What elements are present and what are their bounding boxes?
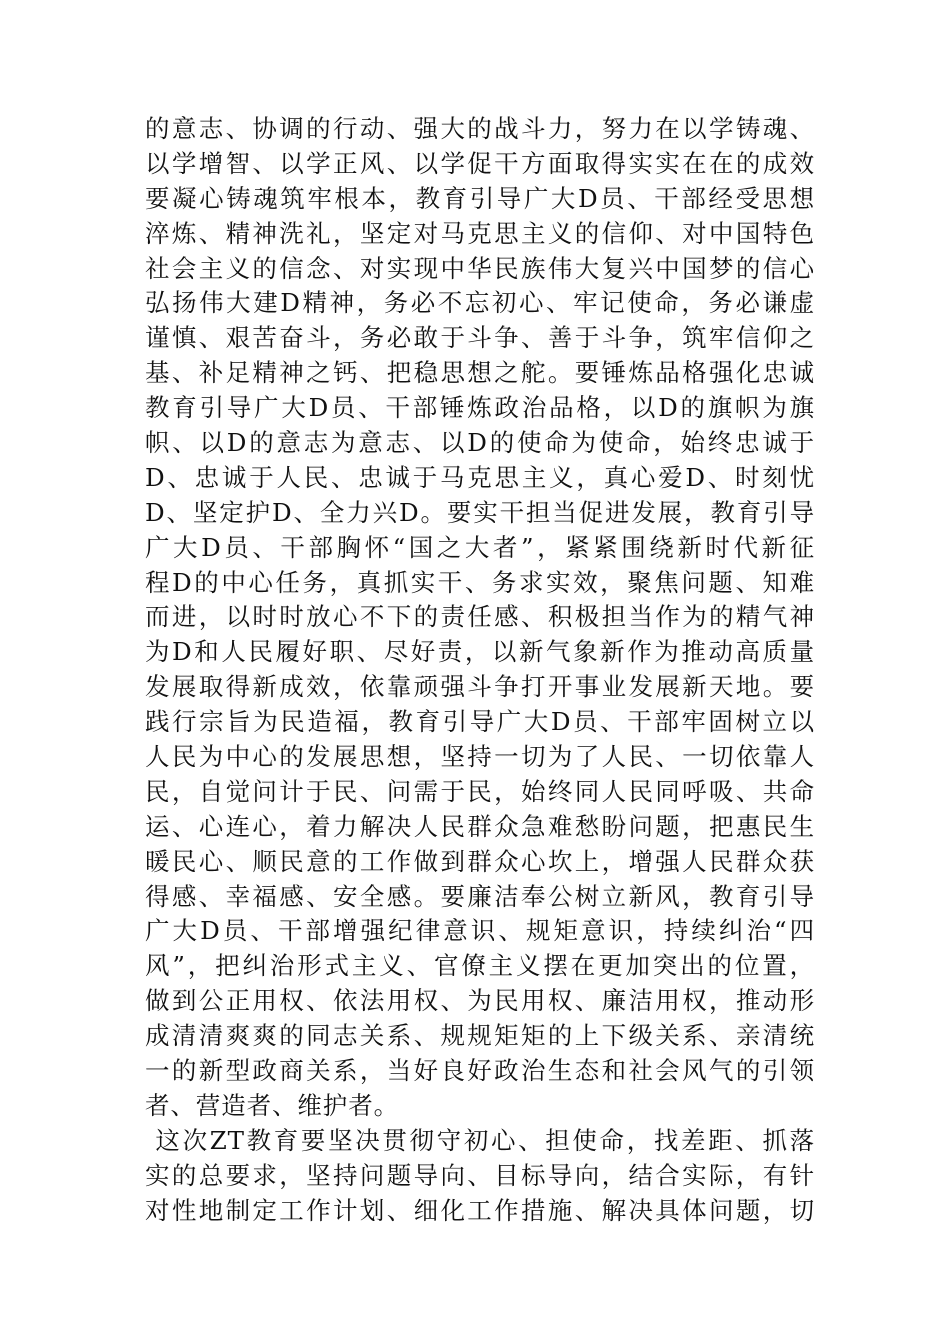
text-line: 做到公正用权、依法用权、为民用权、廉洁用权，推动形: [145, 986, 815, 1016]
text-line: 风”，把纠治形式主义、官僚主义摆在更加突出的位置，: [145, 951, 815, 981]
text-line: 对性地制定工作计划、细化工作措施、解决具体问题，切: [145, 1195, 815, 1225]
text-line: 弘扬伟大建D精神，务必不忘初心、牢记使命，务必谦虚: [145, 288, 815, 318]
text-line: 帜、以D的意志为意志、以D的使命为使命，始终忠诚于: [145, 428, 815, 458]
paragraph-start-line: 这次ZT教育要坚决贯彻守初心、担使命，找差距、抓落: [145, 1125, 815, 1155]
text-line: 以学增智、以学正风、以学促干方面取得实实在在的成效: [145, 148, 815, 178]
text-line: D、忠诚于人民、忠诚于马克思主义，真心爱D、时刻忧: [145, 462, 815, 492]
text-line: 的意志、协调的行动、强大的战斗力，努力在以学铸魂、: [145, 114, 815, 143]
text-line: 得感、幸福感、安全感。要廉洁奉公树立新风，教育引导: [145, 881, 815, 911]
text-line: 民，自觉问计于民、问需于民，始终同人民同呼吸、共命: [145, 776, 815, 806]
text-line: D、坚定护D、全力兴D。要实干担当促进发展，教育引导: [145, 497, 815, 527]
text-line: 发展取得新成效，依靠顽强斗争打开事业发展新天地。要: [145, 672, 815, 702]
text-line: 运、心连心，着力解决人民群众急难愁盼问题，把惠民生: [145, 811, 815, 841]
text-line: 广大D员、干部增强纪律意识、规矩意识，持续纠治“四: [145, 916, 815, 946]
text-line: 成清清爽爽的同志关系、规规矩矩的上下级关系、亲清统: [145, 1021, 815, 1051]
text-line: 人民为中心的发展思想，坚持一切为了人民、一切依靠人: [145, 742, 815, 772]
text-line: 谨慎、艰苦奋斗，务必敢于斗争、善于斗争，筑牢信仰之: [145, 323, 815, 353]
text-line: 暖民心、顺民意的工作做到群众心坎上，增强人民群众获: [145, 846, 815, 876]
text-line: 教育引导广大D员、干部锤炼政治品格，以D的旗帜为旗: [145, 393, 815, 423]
text-line: 社会主义的信念、对实现中华民族伟大复兴中国梦的信心: [145, 253, 815, 283]
paragraph-end-line: 者、营造者、维护者。: [145, 1090, 399, 1120]
text-line: 程D的中心任务，真抓实干、务求实效，聚焦问题、知难: [145, 567, 815, 597]
text-line: 基、补足精神之钙、把稳思想之舵。要锤炼品格强化忠诚: [145, 358, 815, 388]
text-line: 实的总要求，坚持问题导向、目标导向，结合实际，有针: [145, 1160, 815, 1190]
text-line: 要凝心铸魂筑牢根本，教育引导广大D员、干部经受思想: [145, 183, 815, 213]
text-line: 淬炼、精神洗礼，坚定对马克思主义的信仰、对中国特色: [145, 218, 815, 248]
body-text: [145, 112, 815, 1229]
text-line: 而进，以时时放心不下的责任感、积极担当作为的精气神: [145, 602, 815, 632]
text-line: 广大D员、干部胸怀“国之大者”，紧紧围绕新时代新征: [145, 532, 815, 562]
text-line: 一的新型政商关系，当好良好政治生态和社会风气的引领: [145, 1056, 815, 1086]
text-line: 为D和人民履好职、尽好责，以新气象新作为推动高质量: [145, 637, 815, 667]
text-line: 践行宗旨为民造福，教育引导广大D员、干部牢固树立以: [145, 707, 815, 737]
